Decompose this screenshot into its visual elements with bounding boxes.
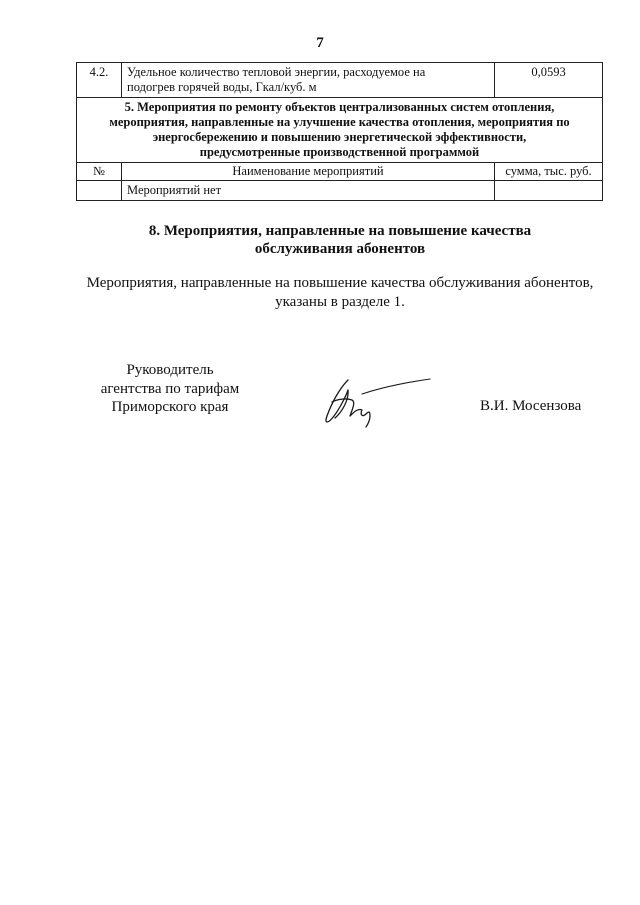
signatory-position-line: агентства по тарифам	[100, 380, 240, 397]
section-5-heading-line: 5. Мероприятия по ремонту объектов централизованных систем отопления,	[124, 100, 555, 114]
column-header-name: Наименование мероприятий	[122, 163, 495, 181]
measures-table	[76, 62, 603, 201]
table-header-row	[77, 163, 603, 181]
signatory-name: В.И. Мосензова	[480, 398, 582, 414]
row-description-cell	[122, 63, 495, 98]
signatory-position	[80, 361, 260, 417]
signatory-position-line: Приморского края	[111, 399, 229, 415]
column-header-number: №	[77, 163, 122, 181]
row-description-line: подогрев горячей воды, Гкал/куб. м	[127, 80, 317, 94]
row-value-cell: 0,0593	[495, 63, 603, 98]
section-8-body-line: указаны в разделе 1.	[275, 294, 405, 310]
empty-number-cell	[77, 181, 122, 201]
section-8-body-line: Мероприятия, направленные на повышение качества обслуживания абонентов,	[86, 275, 594, 291]
row-number-cell: 4.2.	[77, 63, 122, 98]
table-row	[77, 181, 603, 201]
table-row	[77, 63, 603, 98]
section-8-body	[72, 274, 608, 312]
section-5-heading-line: предусмотренные производственной программой	[199, 145, 480, 159]
signatory-position-line: Руководитель	[126, 362, 214, 378]
empty-sum-cell	[495, 181, 603, 201]
handwritten-signature-icon	[318, 372, 438, 432]
section-5-heading	[77, 98, 603, 163]
section-5-heading-line: мероприятия, направленные на улучшение качества отопления, мероприятия по	[109, 115, 570, 129]
section-8-title-line: 8. Мероприятия, направленные на повышение качества	[148, 223, 532, 239]
no-measures-cell: Мероприятий нет	[122, 181, 495, 201]
section-5-heading-line: энергосбережению и повышению энергетической эффективности,	[152, 130, 527, 144]
section-8-title-line: обслуживания абонентов	[254, 241, 426, 257]
page-number: 7	[316, 35, 324, 51]
row-description-line: Удельное количество тепловой энергии, расходуемое на	[127, 65, 426, 79]
section-5-heading-row	[77, 98, 603, 163]
section-8-title	[80, 222, 600, 258]
column-header-sum: сумма, тыс. руб.	[495, 163, 603, 181]
